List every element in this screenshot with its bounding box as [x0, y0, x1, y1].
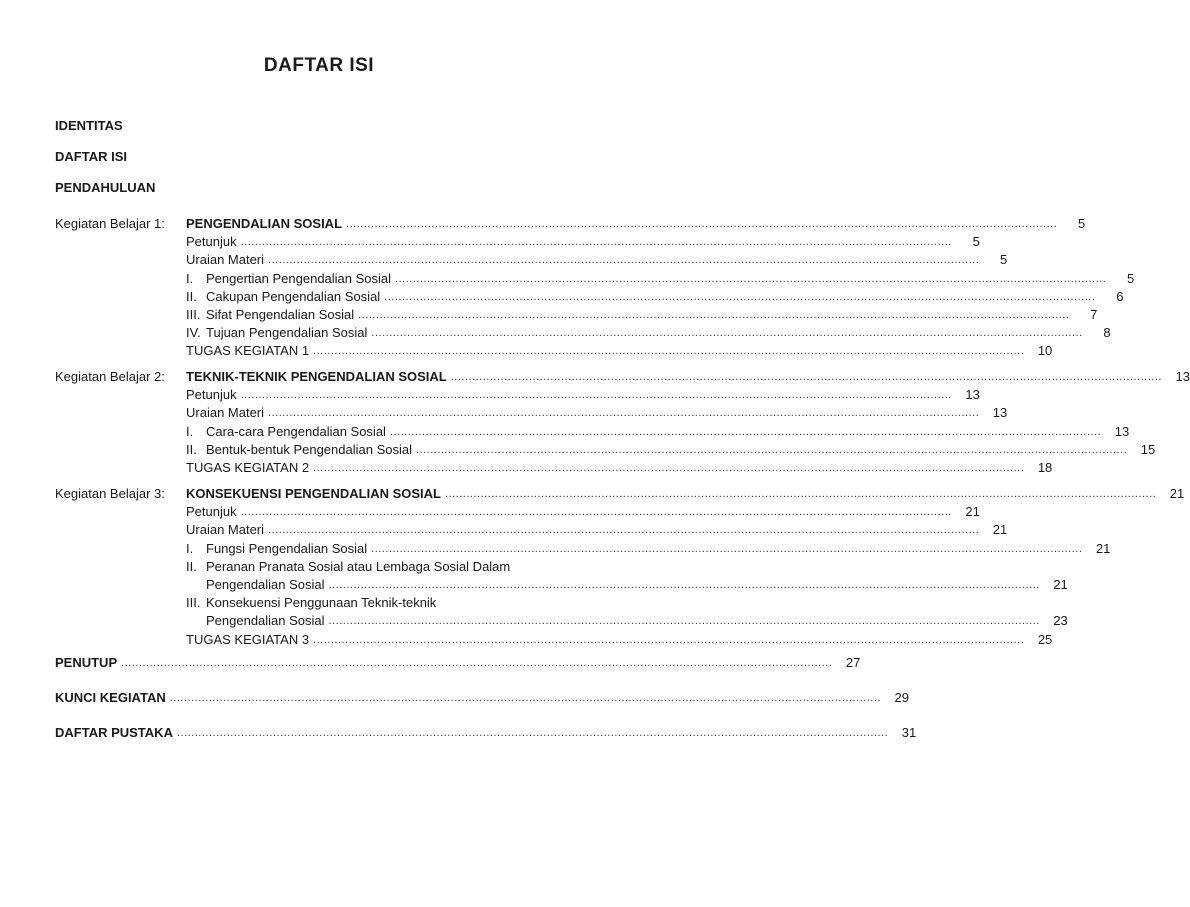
- toc-entry[interactable]: [186, 215, 1086, 233]
- toc-entry-page: 15: [1140, 441, 1156, 457]
- toc-entry-text: TUGAS KEGIATAN 1: [186, 343, 310, 359]
- toc-entry[interactable]: [186, 540, 1111, 558]
- toc-entry-text: KUNCI KEGIATAN: [55, 690, 166, 705]
- toc-entry-number: I.: [186, 540, 194, 556]
- toc-entry-title: [186, 631, 309, 649]
- toc-entry-title: [186, 251, 264, 269]
- kb3-label: Kegiatan Belajar 3:: [55, 486, 165, 501]
- toc-entry-page: 21: [1169, 486, 1185, 501]
- toc-entry[interactable]: [186, 612, 1068, 630]
- toc-entry[interactable]: [55, 724, 917, 742]
- dot-leader: ........................................................................................................................................................................................................: [415, 443, 1128, 456]
- toc-entry-page: 21: [1095, 540, 1111, 556]
- toc-entry-title: [55, 654, 117, 672]
- toc-entry-text: KONSEKUENSI PENGENDALIAN SOSIAL: [186, 486, 441, 501]
- dot-leader: ........................................................................................................................................................................................................: [240, 506, 952, 519]
- toc-entry-page: 23: [1053, 613, 1068, 629]
- toc-entry[interactable]: [186, 288, 1124, 306]
- toc-entry[interactable]: [186, 368, 1190, 386]
- toc-entry-text: Cara-cara Pengendalian Sosial: [206, 423, 386, 439]
- toc-entry-title: [186, 612, 325, 630]
- toc-entry-page: 21: [1053, 577, 1068, 592]
- toc-entry-page: 27: [845, 655, 861, 670]
- heading-pendahuluan[interactable]: PENDAHULUAN: [55, 180, 156, 195]
- toc-entry-text: Uraian Materi: [186, 405, 265, 421]
- toc-entry-text: Cakupan Pengendalian Sosial: [206, 288, 381, 304]
- toc-entry[interactable]: [186, 386, 980, 404]
- toc-entry-page: 13: [992, 405, 1008, 421]
- toc-entry-text: Petunjuk: [186, 387, 237, 403]
- toc-entry-title: [186, 215, 342, 233]
- toc-entry-text: PENGENDALIAN SOSIAL: [186, 216, 343, 231]
- toc-entry-page: 18: [1037, 460, 1053, 475]
- toc-entry-title: [186, 288, 380, 306]
- kb2-label: Kegiatan Belajar 2:: [55, 369, 165, 384]
- toc-entry-number: II.: [186, 441, 197, 457]
- dot-leader: ........................................................................................................................................................................................................: [450, 371, 1162, 383]
- toc-entry-title: [55, 724, 173, 742]
- toc-entry-page: 21: [965, 504, 980, 520]
- toc-entry-text: TUGAS KEGIATAN 3: [186, 631, 310, 647]
- dot-leader: ........................................................................................................................................................................................................: [313, 633, 1025, 646]
- toc-entry-number: I.: [186, 423, 194, 439]
- toc-entry-number: IV.: [186, 325, 201, 341]
- dot-leader: ........................................................................................................................................................................................................: [444, 488, 1157, 500]
- dot-leader: ........................................................................................................................................................................................................: [268, 407, 980, 420]
- toc-entry-number: II.: [186, 558, 197, 574]
- toc-entry-page: 5: [1000, 252, 1008, 268]
- toc-entry-text: Uraian Materi: [186, 252, 265, 268]
- toc-entry-title: [186, 386, 237, 404]
- toc-entry-title: [186, 368, 447, 386]
- toc-entry[interactable]: [186, 342, 1053, 360]
- toc-entry-page: 5: [972, 234, 980, 250]
- toc-entry-text: Petunjuk: [186, 234, 237, 250]
- toc-entry[interactable]: [186, 441, 1156, 459]
- toc-entry[interactable]: [186, 423, 1130, 441]
- toc-entry-number: I.: [186, 270, 194, 286]
- dot-leader: ........................................................................................................................................................................................................: [328, 615, 1040, 628]
- toc-entry-title: [186, 441, 412, 459]
- toc-entry-title: [186, 404, 264, 422]
- toc-entry-page: 13: [1114, 423, 1130, 439]
- toc-entry-page: 13: [1175, 369, 1190, 384]
- toc-entry-text: TUGAS KEGIATAN 2: [186, 460, 310, 475]
- dot-leader: ........................................................................................................................................................................................................: [358, 309, 1070, 321]
- toc-entry-title: [186, 324, 367, 342]
- toc-entry-text: Fungsi Pengendalian Sosial: [206, 540, 368, 556]
- toc-entry-text: Pengertian Pengendalian Sosial: [206, 270, 392, 286]
- dot-leader: ........................................................................................................................................................................................................: [395, 272, 1107, 285]
- toc-entry-page: 13: [965, 387, 980, 403]
- dot-leader: ........................................................................................................................................................................................................: [240, 389, 952, 402]
- toc-entry-page: 10: [1037, 343, 1053, 359]
- heading-daftar-isi[interactable]: DAFTAR ISI: [55, 149, 127, 164]
- toc-entry-title: [186, 423, 386, 441]
- toc-entry-page: 7: [1090, 307, 1098, 322]
- toc-entry[interactable]: [186, 558, 562, 576]
- toc-entry-text: Konsekuensi Penggunaan Teknik-teknik: [206, 595, 437, 611]
- toc-entry-text: Bentuk-bentuk Pengendalian Sosial: [206, 441, 412, 457]
- toc-entry-title: [186, 485, 441, 503]
- toc-entry-text: Uraian Materi: [186, 522, 265, 538]
- toc-entry[interactable]: [186, 251, 1008, 269]
- toc-entry-title: [186, 594, 436, 612]
- dot-leader: ........................................................................................................................................................................................................: [268, 254, 980, 267]
- toc-entry-title: [186, 306, 354, 324]
- toc-entry-page: 31: [901, 725, 917, 740]
- toc-entry[interactable]: [186, 485, 1185, 503]
- toc-entry-text: PENUTUP: [55, 655, 118, 670]
- toc-entry-title: [186, 459, 309, 477]
- toc-entry[interactable]: [186, 594, 562, 612]
- heading-identitas[interactable]: IDENTITAS: [55, 118, 123, 133]
- toc-entry[interactable]: [186, 404, 1008, 422]
- toc-entry-page: 8: [1103, 325, 1111, 341]
- toc-entry[interactable]: [186, 521, 1008, 539]
- toc-entry-title: [55, 689, 166, 707]
- toc-entry[interactable]: [186, 233, 980, 251]
- toc-entry[interactable]: [186, 270, 1135, 288]
- toc-entry-title: [186, 521, 264, 539]
- toc-entry[interactable]: [186, 306, 1098, 324]
- page-title: DAFTAR ISI: [263, 55, 375, 76]
- toc-entry-title: [186, 270, 391, 288]
- dot-leader: ........................................................................................................................................................................................................: [371, 327, 1083, 340]
- toc-entry[interactable]: [186, 631, 1053, 649]
- toc-entry-text: Petunjuk: [186, 504, 237, 520]
- dot-leader: ........................................................................................................................................................................................................: [169, 692, 881, 704]
- toc-entry-text: Peranan Pranata Sosial atau Lembaga Sosial Dalam: [206, 558, 511, 574]
- dot-leader: ........................................................................................................................................................................................................: [389, 425, 1102, 438]
- dot-leader: ........................................................................................................................................................................................................: [240, 236, 952, 249]
- toc-entry-number: III.: [186, 307, 201, 322]
- dot-leader: ........................................................................................................................................................................................................: [176, 727, 889, 739]
- toc-entry-text: Sifat Pengendalian Sosial: [206, 307, 355, 322]
- toc-entry-text: Pengendalian Sosial: [206, 613, 325, 629]
- dot-leader: ........................................................................................................................................................................................................: [313, 462, 1025, 474]
- toc-entry-title: [186, 503, 237, 521]
- toc-entry-title: [186, 558, 510, 576]
- toc-entry[interactable]: [55, 689, 909, 707]
- toc-entry[interactable]: [186, 503, 980, 521]
- toc-entry-title: [186, 233, 237, 251]
- toc-entry-page: 21: [992, 522, 1008, 538]
- toc-entry-title: [186, 540, 367, 558]
- toc-entry-page: 29: [894, 690, 909, 705]
- toc-entry-page: 6: [1116, 288, 1124, 304]
- dot-leader: ........................................................................................................................................................................................................: [346, 218, 1058, 230]
- dot-leader: ........................................................................................................................................................................................................: [328, 579, 1040, 591]
- toc-entry-text: DAFTAR PUSTAKA: [55, 725, 173, 740]
- dot-leader: ........................................................................................................................................................................................................: [313, 345, 1025, 358]
- toc-entry-title: [186, 342, 309, 360]
- toc-entry-page: 5: [1127, 270, 1135, 286]
- toc-entry[interactable]: [55, 654, 861, 672]
- dot-leader: ........................................................................................................................................................................................................: [384, 290, 1096, 303]
- dot-leader: ........................................................................................................................................................................................................: [268, 524, 980, 537]
- toc-entry-number: II.: [186, 288, 197, 304]
- toc-entry[interactable]: [186, 459, 1053, 477]
- toc-entry-title: [186, 576, 325, 594]
- toc-entry-number: III.: [186, 595, 201, 611]
- dot-leader: ........................................................................................................................................................................................................: [121, 657, 833, 669]
- toc-entry-text: Pengendalian Sosial: [206, 577, 325, 592]
- toc-entry[interactable]: [186, 576, 1068, 594]
- toc-entry-page: 25: [1037, 631, 1053, 647]
- toc-entry-text: Tujuan Pengendalian Sosial: [206, 325, 368, 341]
- toc-entry-text: TEKNIK-TEKNIK PENGENDALIAN SOSIAL: [186, 369, 447, 384]
- toc-entry-page: 5: [1078, 216, 1086, 231]
- dot-leader: ........................................................................................................................................................................................................: [371, 542, 1083, 555]
- toc-entry[interactable]: [186, 324, 1111, 342]
- kb1-label: Kegiatan Belajar 1:: [55, 216, 165, 231]
